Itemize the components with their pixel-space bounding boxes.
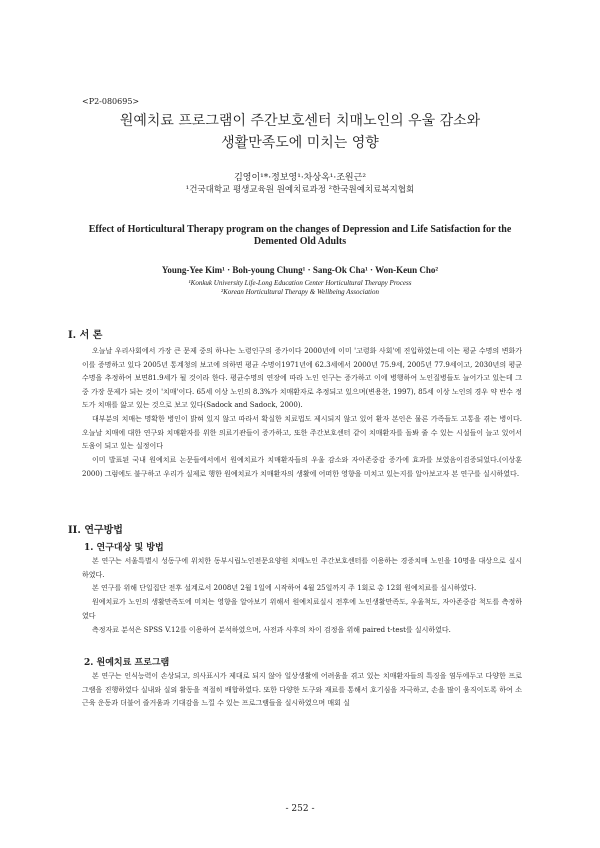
- title-english-line1: Effect of Horticultural Therapy program on the changes of Depression and Life Satisfaction for the: [88, 224, 512, 235]
- program-paragraph-1: 본 연구는 인식능력이 손상되고, 의사표시가 제대로 되지 않아 일상생활에 어려움을 겪고 있는 치매환자들의 특징을 염두에두고 다양한 프로그램을 진행하였다 실내와 실외 활동을 적절히 배합하였다. 또한 다양한 도구와 재료를 통해서 호기심을 자극하고, 손을 많이 움직이도록 하여 소근육 운동과 더불어 즐거움과 기대감을 느낄 수 있는 프로그램들을 실시하였으며 매회 실: [82, 672, 522, 707]
- title-english-line2: Demented Old Adults: [253, 236, 347, 247]
- paper-code: <P2-080695>: [82, 97, 140, 106]
- title-korean-line2: 생활만족도에 미치는 영향: [221, 135, 379, 151]
- title-korean-line1: 원예치료 프로그램이 주간보호센터 치매노인의 우울 감소와: [119, 113, 481, 129]
- section-heading-introduction: I. 서 론: [68, 330, 103, 341]
- intro-paragraph-1: 오늘날 우리사회에서 가장 큰 문제 중의 하나는 노령인구의 증가이다 2000년에 이미 '고령화 사회'에 진입하였는데 이는 평균 수명의 변화가 이를 증명하고 있다 2005년 통계청의 보고에 의하면 평균 수명이1971년에 62.3세에서 2000년 75.9세, 2005년 77.9세이고, 2030년의 평균 수명을 추정하여 보면81.9세가 될 것이라 한다. 평균수명의 연장에 따라 노인 인구는 증가하고 이에 병행하여 노인질병들도 늘어가고 있는데 그 중 가장 문제가 되는 것이 '치매'이다. 65세 이상 노인의 8.3%가 치매환자로 추정되고 있으며(변용찬, 1997), 85세 이상 노인의 경우 약 반수 정도가 치매를 앓고 있는 것으로 보고 있다(Sadock and Sadock, 2000).: [82, 347, 522, 409]
- authors-english: Young-Yee Kim¹ · Boh-young Chung¹ · Sang-Ok Cha¹ · Won-Keun Cho²: [161, 265, 439, 275]
- intro-paragraph-2: 대부분의 치매는 명확한 병인이 밝혀 있지 않고 따라서 확실한 치료법도 제시되지 않고 있어 환자 본인은 물론 가족들도 고통을 겪는 병이다. 오늘날 치매에 대한 연구와 치매환자를 위한 의료기관들이 증가하고, 또한 주간보호센터 같이 치매환자를 돌봐 줄 수 있는 시설들이 늘고 있어서 도움이 되고 있는 실정이다: [82, 415, 522, 450]
- title-korean: [60, 110, 540, 154]
- page-number: - 252 -: [285, 804, 315, 814]
- methods-paragraph-2: 본 연구를 위해 단일집단 전후 설계로서 2008년 2월 1일에 시작하여 4월 25일까지 주 1회로 총 12회 원예치료를 실시하였다.: [92, 584, 477, 592]
- methods-paragraph-1: 본 연구는 서울특별시 성동구에 위치한 동부시립노인전문요양원 치매노인 주간보호센터를 이용하는 경증치매 노인을 10명을 대상으로 실시 하였다.: [82, 557, 522, 579]
- intro-paragraph-3: 이미 발표된 국내 원예치료 논문들에서에서 원예치료가 치매환자들의 우울 감소와 자아존중감 증가에 효과를 보였음이검증되었다.(이상훈 2000) 그럼에도 불구하고 우리가 실제로 행한 원예치료가 치매환자의 생활에 어떠한 영향을 미치고 있는지를 알아보고자 본 연구를 실시하였다.: [82, 456, 522, 478]
- authors-korean: 김영이¹*·정보영¹·차상옥¹·조원근²: [234, 173, 366, 183]
- affiliation-english-line1: ¹Konkuk University Life-Long Education Center Horticultural Therapy Process: [188, 279, 412, 287]
- affiliation-korean: ¹건국대학교 평생교육원 원예치료과정 ²한국원예치료복지협회: [185, 185, 415, 195]
- subsection-heading-subjects: 1. 연구대상 및 방법: [84, 543, 164, 553]
- affiliation-english-line2: ²Korean Horticultural Therapy & Wellbeing Association: [221, 288, 379, 296]
- affiliation-english: [60, 279, 540, 297]
- subsection-heading-program: 2. 원예치료 프로그램: [84, 658, 170, 668]
- methods-paragraph-3: 원예치료가 노인의 생활만족도에 미치는 영향을 알아보기 위해서 원예치료실시 전후에 노인생활만족도, 우울척도, 자아존중감 척도를 측정하였다: [82, 598, 522, 620]
- title-english: [60, 224, 540, 248]
- methods-paragraph-4: 측정자료 분석은 SPSS V.12를 이용하여 분석하였으며, 사전과 사후의 차이 검정을 위해 paired t-test를 실시하였다.: [92, 626, 451, 634]
- section-heading-methods: II. 연구방법: [68, 525, 123, 536]
